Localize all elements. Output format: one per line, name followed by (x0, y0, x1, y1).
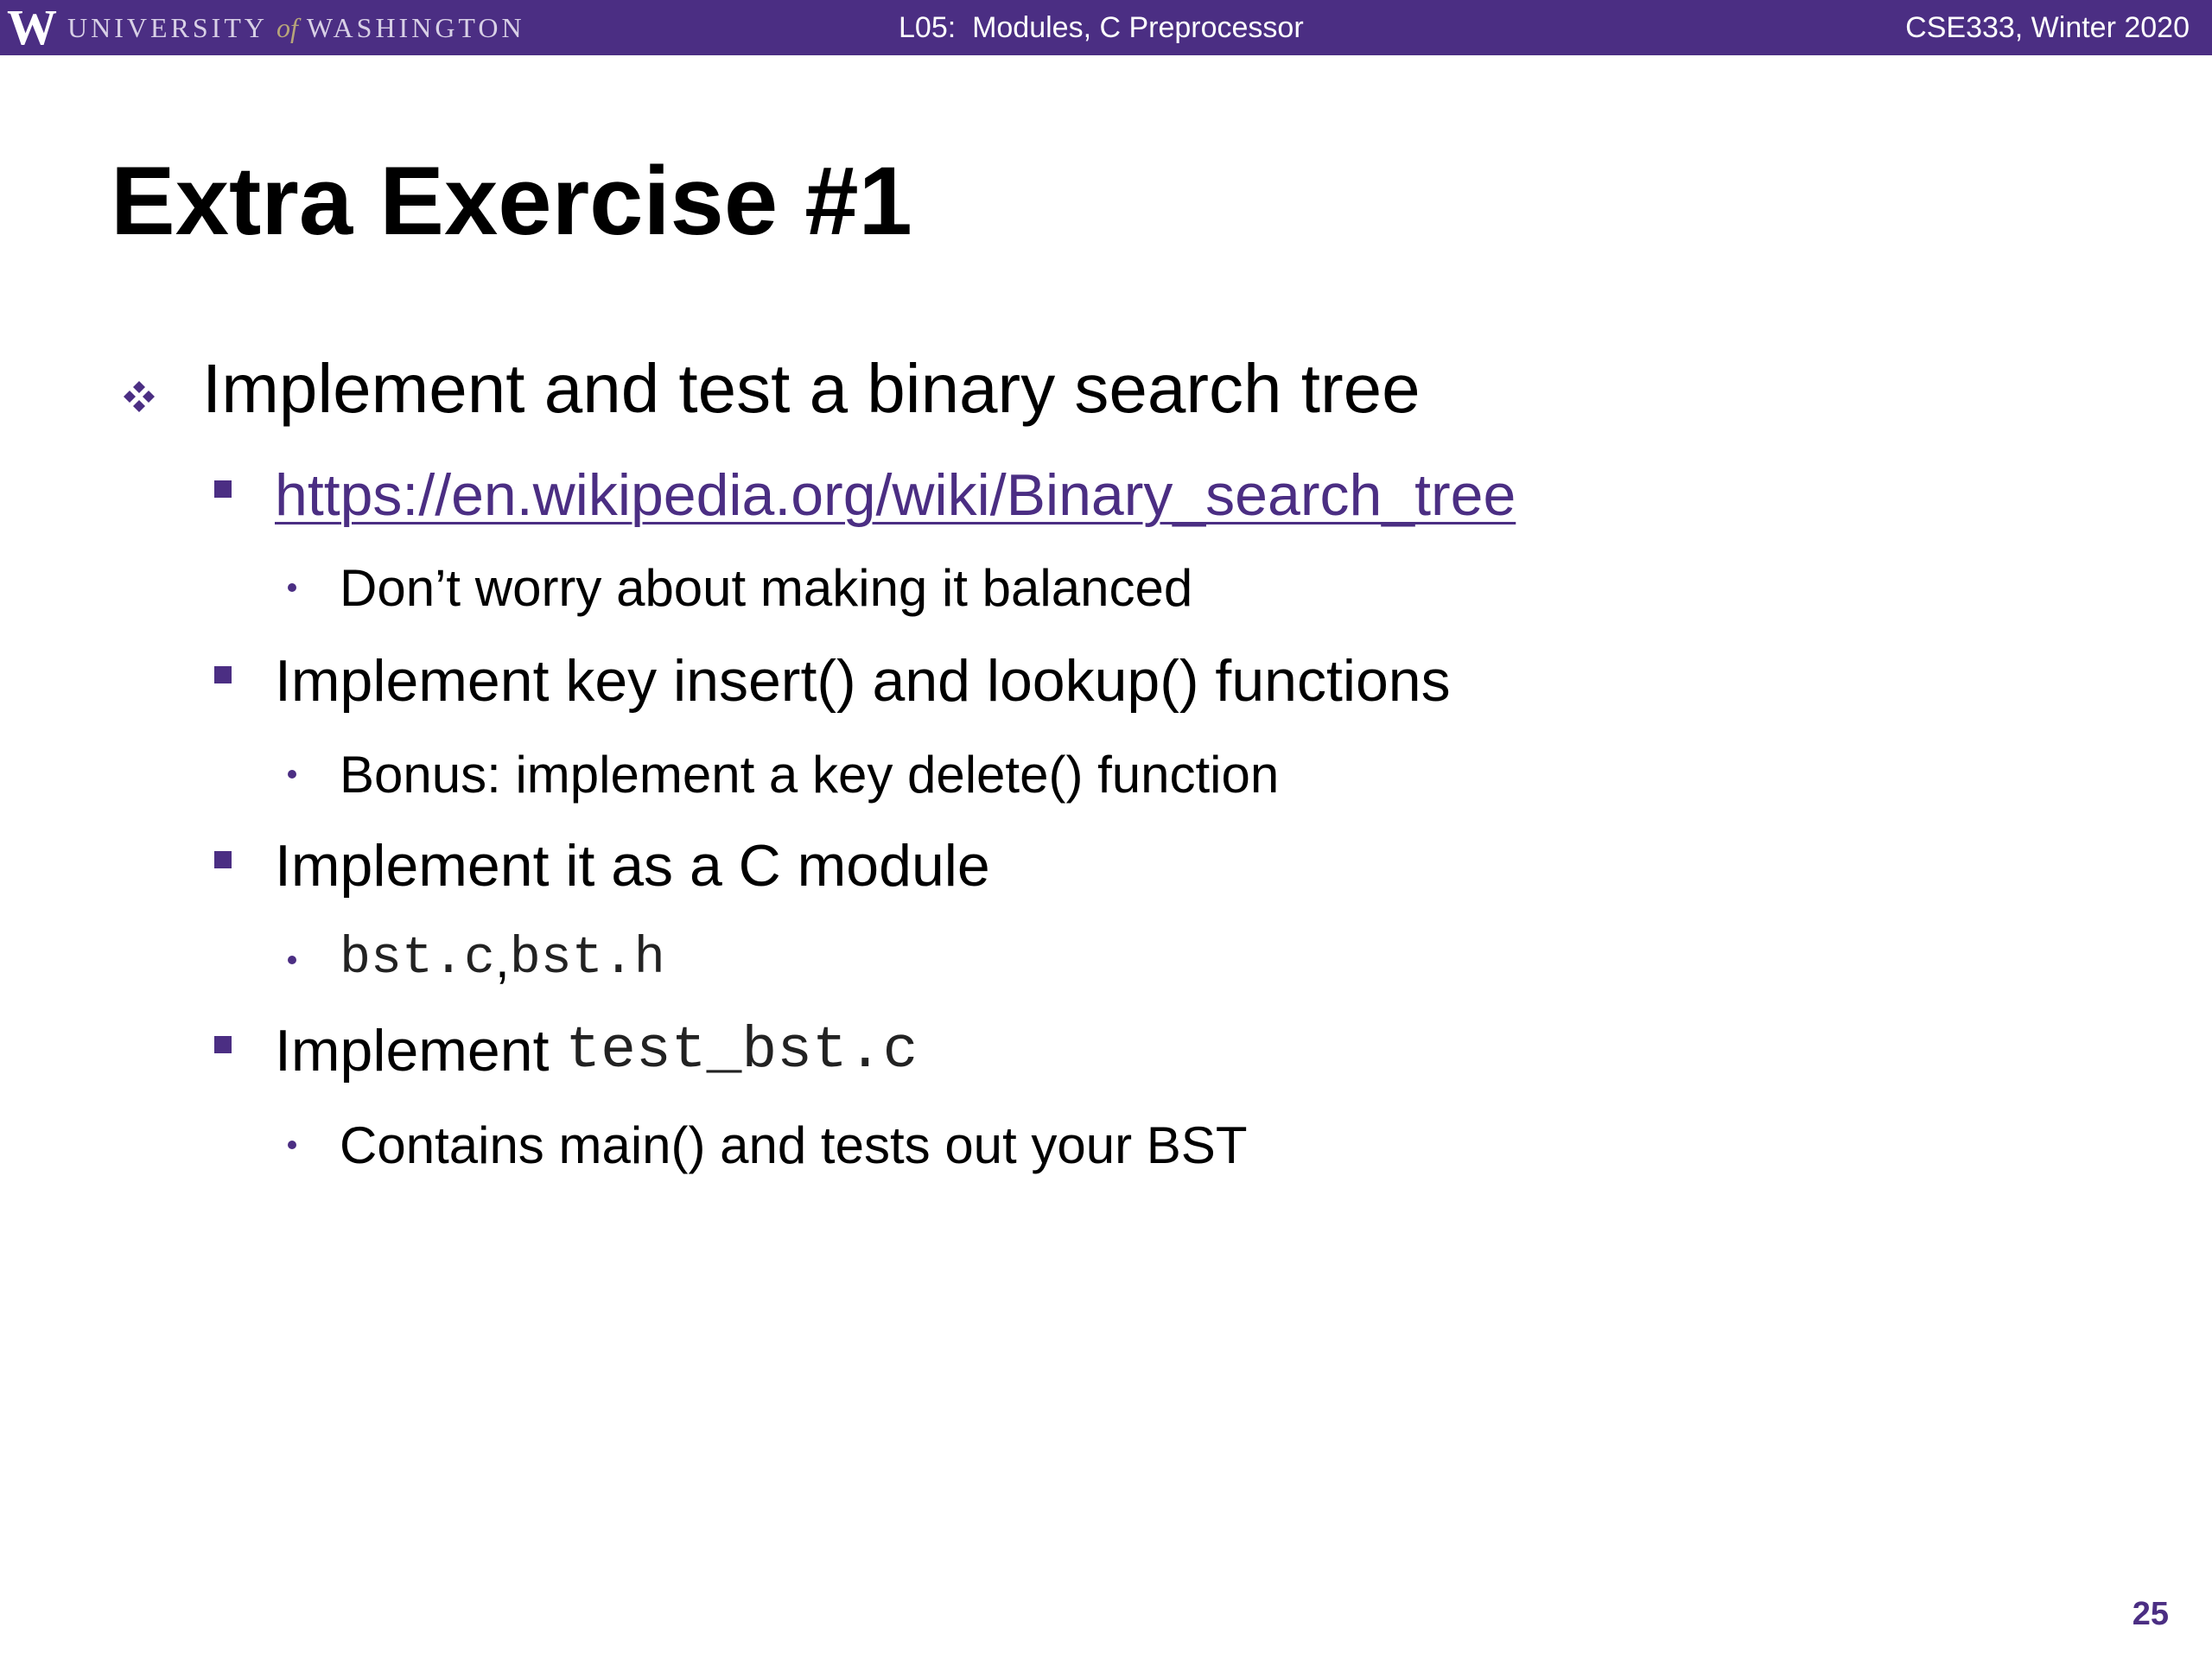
dot-bullet-icon (288, 583, 296, 592)
code-test-bst-c: test_bst.c (565, 1017, 918, 1084)
page-number: 25 (2132, 1596, 2169, 1632)
university-name-part1: UNIVERSITY (67, 12, 268, 43)
uw-w-logo-icon: W (7, 0, 55, 55)
implement-prefix: Implement (275, 1018, 566, 1084)
dot-bullet-icon (288, 956, 296, 964)
item-c-module: Implement it as a C module (275, 833, 990, 899)
course-label: CSE333, Winter 2020 (1905, 11, 2190, 44)
square-bullet-icon (214, 1036, 232, 1053)
item-insert-lookup: Implement key insert() and lookup() functions (275, 648, 1451, 714)
dot-bullet-icon (288, 1141, 296, 1149)
note-contains-main: Contains main() and tests out your BST (340, 1116, 1248, 1174)
file-separator: , (495, 930, 510, 988)
code-bst-c: bst.c (340, 930, 496, 988)
lecture-title: L05: Modules, C Preprocessor (899, 11, 1304, 44)
note-module-files (340, 925, 665, 994)
four-diamond-bullet-icon (120, 378, 158, 416)
square-bullet-icon (214, 851, 232, 868)
note-bonus-delete: Bonus: implement a key delete() function (340, 745, 1280, 804)
note-not-balanced: Don’t worry about making it balanced (340, 558, 1193, 617)
bullet-implement-bst: Implement and test a binary search tree (202, 350, 1421, 427)
university-name-of: of (276, 12, 298, 43)
item-implement-test (275, 1012, 918, 1090)
slide-title: Extra Exercise #1 (111, 147, 912, 255)
dot-bullet-icon (288, 770, 296, 779)
square-bullet-icon (214, 480, 232, 498)
university-name-part2: WASHINGTON (306, 12, 525, 43)
wikipedia-link-item (275, 456, 1516, 534)
code-bst-h: bst.h (509, 930, 665, 988)
wikipedia-bst-link[interactable]: https://en.wikipedia.org/wiki/Binary_search_tree (275, 462, 1516, 528)
square-bullet-icon (214, 666, 232, 683)
